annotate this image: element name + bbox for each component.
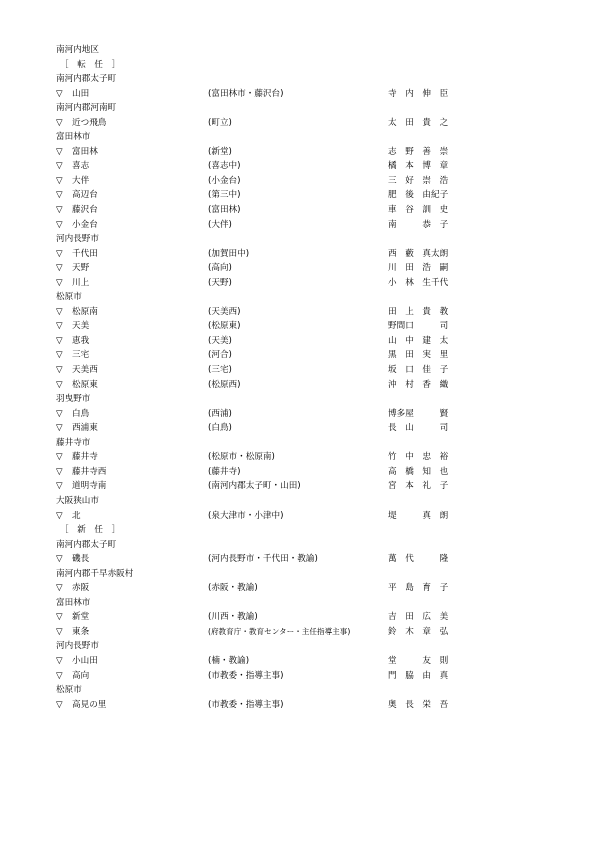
list-item	[56, 610, 536, 625]
marker-icon: ▽	[56, 466, 63, 477]
school-name: 道明寺南	[72, 481, 107, 492]
school-name: 高向	[72, 670, 90, 681]
previous-post: (新堂)	[208, 146, 232, 157]
list-item	[56, 116, 536, 131]
list-item	[56, 203, 536, 218]
marker-icon: ▽	[56, 510, 63, 521]
area-heading	[56, 101, 536, 116]
list-item	[56, 363, 536, 378]
previous-post: (小金台)	[208, 175, 241, 186]
school-name: 赤阪	[72, 583, 90, 594]
school-name: 西浦東	[72, 423, 98, 434]
previous-post: (加賀田中)	[208, 248, 250, 259]
school-name: 東条	[72, 626, 90, 637]
area-heading	[56, 683, 536, 698]
person-name: 平 島 育 子	[388, 583, 449, 594]
school-name: 松原東	[72, 379, 98, 390]
area-name: 松原市	[56, 292, 82, 303]
school-name: 藤沢台	[72, 205, 98, 216]
previous-post: (市教委・指導主事)	[208, 699, 284, 710]
previous-post: (天美)	[208, 335, 232, 346]
school-name: 川上	[72, 277, 90, 288]
person-name: 寺 内 伸 臣	[388, 88, 449, 99]
school-name: 千代田	[72, 248, 98, 259]
person-name: 小 林 生千代	[388, 277, 449, 288]
list-item	[56, 407, 536, 422]
list-item	[56, 334, 536, 349]
person-name: 田 上 貴 教	[388, 306, 449, 317]
list-item	[56, 348, 536, 363]
previous-post: (松原東)	[208, 321, 241, 332]
previous-post: (富田林)	[208, 205, 241, 216]
marker-icon: ▽	[56, 583, 63, 594]
marker-icon: ▽	[56, 350, 63, 361]
previous-post: (府教育庁・教育センター・主任指導主事)	[208, 626, 351, 636]
area-heading	[56, 436, 536, 451]
previous-post: (泉大津市・小津中)	[208, 510, 284, 521]
marker-icon: ▽	[56, 670, 63, 681]
list-item	[56, 145, 536, 160]
marker-icon: ▽	[56, 481, 63, 492]
marker-icon: ▽	[56, 554, 63, 565]
person-name: 肥 後 由紀子	[388, 190, 449, 201]
marker-icon: ▽	[56, 175, 63, 186]
person-name: 三 好 崇 浩	[388, 175, 449, 186]
list-item	[56, 698, 536, 713]
list-item	[56, 174, 536, 189]
previous-post: (喜志中)	[208, 161, 241, 172]
personnel-document	[56, 43, 536, 712]
list-item	[56, 654, 536, 669]
marker-icon: ▽	[56, 335, 63, 346]
school-name: 小金台	[72, 219, 98, 230]
person-name: 長 山 司	[388, 423, 449, 434]
area-heading	[56, 494, 536, 509]
person-name: 橘 本 博 章	[388, 161, 449, 172]
school-name: 近つ飛鳥	[72, 117, 107, 128]
person-name: 吉 田 広 美	[388, 612, 449, 623]
person-name: 博多屋 賢	[388, 408, 449, 419]
marker-icon: ▽	[56, 161, 63, 172]
area-heading	[56, 639, 536, 654]
person-name: 高 橋 知 也	[388, 466, 449, 477]
person-name: 川 田 浩 嗣	[388, 263, 449, 274]
person-name: 坂 口 佳 子	[388, 365, 449, 376]
school-name: 恵我	[72, 335, 90, 346]
school-name: 山田	[72, 88, 90, 99]
marker-icon: ▽	[56, 306, 63, 317]
person-name: 車 谷 訓 史	[388, 205, 449, 216]
area-heading	[56, 596, 536, 611]
school-name: 三宅	[72, 350, 90, 361]
area-name: 大阪狭山市	[56, 495, 99, 506]
previous-post: (西浦)	[208, 408, 232, 419]
school-name: 富田林	[72, 146, 98, 157]
marker-icon: ▽	[56, 248, 63, 259]
person-name: 西 藪 真太朗	[388, 248, 449, 259]
person-name: 堂 友 則	[388, 655, 449, 666]
marker-icon: ▽	[56, 146, 63, 157]
school-name: 喜志	[72, 161, 90, 172]
list-item	[56, 247, 536, 262]
list-item	[56, 509, 536, 524]
marker-icon: ▽	[56, 277, 63, 288]
marker-icon: ▽	[56, 365, 63, 376]
list-item	[56, 450, 536, 465]
area-name: 富田林市	[56, 132, 91, 143]
section-heading	[56, 58, 536, 73]
school-name: 大伴	[72, 175, 90, 186]
list-item	[56, 581, 536, 596]
previous-post: (南河内郡太子町・山田)	[208, 481, 301, 492]
marker-icon: ▽	[56, 321, 63, 332]
school-name: 磯長	[72, 554, 90, 565]
marker-icon: ▽	[56, 655, 63, 666]
person-name: 南 恭 子	[388, 219, 449, 230]
list-item	[56, 421, 536, 436]
person-name: 宮 本 礼 子	[388, 481, 449, 492]
person-name: 萬 代 隆	[388, 554, 449, 565]
marker-icon: ▽	[56, 423, 63, 434]
school-name: 高見の里	[72, 699, 107, 710]
area-name: 河内長野市	[56, 234, 99, 245]
section-label: ［ 転 任 ］	[60, 59, 121, 70]
list-item	[56, 552, 536, 567]
school-name: 北	[72, 510, 81, 521]
previous-post: (町立)	[208, 117, 232, 128]
school-name: 天美西	[72, 365, 98, 376]
person-name: 沖 村 香 織	[388, 379, 449, 390]
marker-icon: ▽	[56, 88, 63, 99]
previous-post: (天野)	[208, 277, 232, 288]
area-heading	[56, 130, 536, 145]
school-name: 新堂	[72, 612, 90, 623]
section-label: ［ 新 任 ］	[60, 525, 121, 536]
previous-post: (赤阪・教諭)	[208, 583, 258, 594]
area-name: 羽曳野市	[56, 394, 91, 405]
previous-post: (藤井寺)	[208, 466, 241, 477]
previous-post: (市教委・指導主事)	[208, 670, 284, 681]
previous-post: (天美西)	[208, 306, 241, 317]
school-name: 天美	[72, 321, 90, 332]
marker-icon: ▽	[56, 699, 63, 710]
list-item	[56, 378, 536, 393]
list-item	[56, 87, 536, 102]
previous-post: (大伴)	[208, 219, 232, 230]
list-item	[56, 218, 536, 233]
marker-icon: ▽	[56, 626, 63, 637]
school-name: 白鳥	[72, 408, 90, 419]
marker-icon: ▽	[56, 205, 63, 216]
previous-post: (三宅)	[208, 365, 232, 376]
marker-icon: ▽	[56, 452, 63, 463]
person-name: 太 田 貴 之	[388, 117, 449, 128]
marker-icon: ▽	[56, 612, 63, 623]
person-name: 山 中 建 太	[388, 335, 449, 346]
school-name: 天野	[72, 263, 90, 274]
section-heading	[56, 523, 536, 538]
area-heading	[56, 232, 536, 247]
area-name: 南河内郡河南町	[56, 103, 117, 114]
list-item	[56, 479, 536, 494]
area-heading	[56, 392, 536, 407]
marker-icon: ▽	[56, 117, 63, 128]
area-name: 松原市	[56, 685, 82, 696]
area-name: 河内長野市	[56, 641, 99, 652]
list-item	[56, 276, 536, 291]
school-name: 松原南	[72, 306, 98, 317]
list-item	[56, 261, 536, 276]
list-item	[56, 669, 536, 684]
previous-post: (楠・教諭)	[208, 655, 250, 666]
person-name: 竹 中 忠 裕	[388, 452, 449, 463]
school-name: 藤井寺	[72, 452, 98, 463]
area-name: 南河内郡太子町	[56, 539, 117, 550]
area-heading	[56, 290, 536, 305]
previous-post: (松原西)	[208, 379, 241, 390]
previous-post: (松原市・松原南)	[208, 452, 275, 463]
area-heading	[56, 72, 536, 87]
region-heading	[56, 43, 536, 58]
marker-icon: ▽	[56, 408, 63, 419]
list-item	[56, 159, 536, 174]
previous-post: (高向)	[208, 263, 232, 274]
person-name: 野間口 司	[388, 321, 449, 332]
school-name: 高辺台	[72, 190, 98, 201]
area-name: 南河内郡千早赤阪村	[56, 568, 134, 579]
person-name: 門 脇 由 真	[388, 670, 449, 681]
list-item	[56, 465, 536, 480]
previous-post: (河内長野市・千代田・教諭)	[208, 554, 318, 565]
previous-post: (富田林市・藤沢台)	[208, 88, 284, 99]
previous-post: (第三中)	[208, 190, 241, 201]
marker-icon: ▽	[56, 190, 63, 201]
person-name: 志 野 善 崇	[388, 146, 449, 157]
area-name: 富田林市	[56, 597, 91, 608]
list-item	[56, 319, 536, 334]
marker-icon: ▽	[56, 379, 63, 390]
person-name: 堤 真 朗	[388, 510, 449, 521]
marker-icon: ▽	[56, 263, 63, 274]
list-item	[56, 188, 536, 203]
list-item	[56, 305, 536, 320]
area-name: 南河内郡太子町	[56, 74, 117, 85]
area-heading	[56, 567, 536, 582]
area-name: 藤井寺市	[56, 437, 91, 448]
person-name: 鈴 木 章 弘	[388, 626, 449, 637]
person-name: 奥 長 栄 吾	[388, 699, 449, 710]
list-item	[56, 625, 536, 640]
marker-icon: ▽	[56, 219, 63, 230]
previous-post: (白鳥)	[208, 423, 232, 434]
previous-post: (川西・教諭)	[208, 612, 258, 623]
school-name: 小山田	[72, 655, 98, 666]
previous-post: (河合)	[208, 350, 232, 361]
area-heading	[56, 538, 536, 553]
region-title: 南河内地区	[56, 45, 99, 55]
person-name: 黒 田 実 里	[388, 350, 449, 361]
school-name: 藤井寺西	[72, 466, 107, 477]
